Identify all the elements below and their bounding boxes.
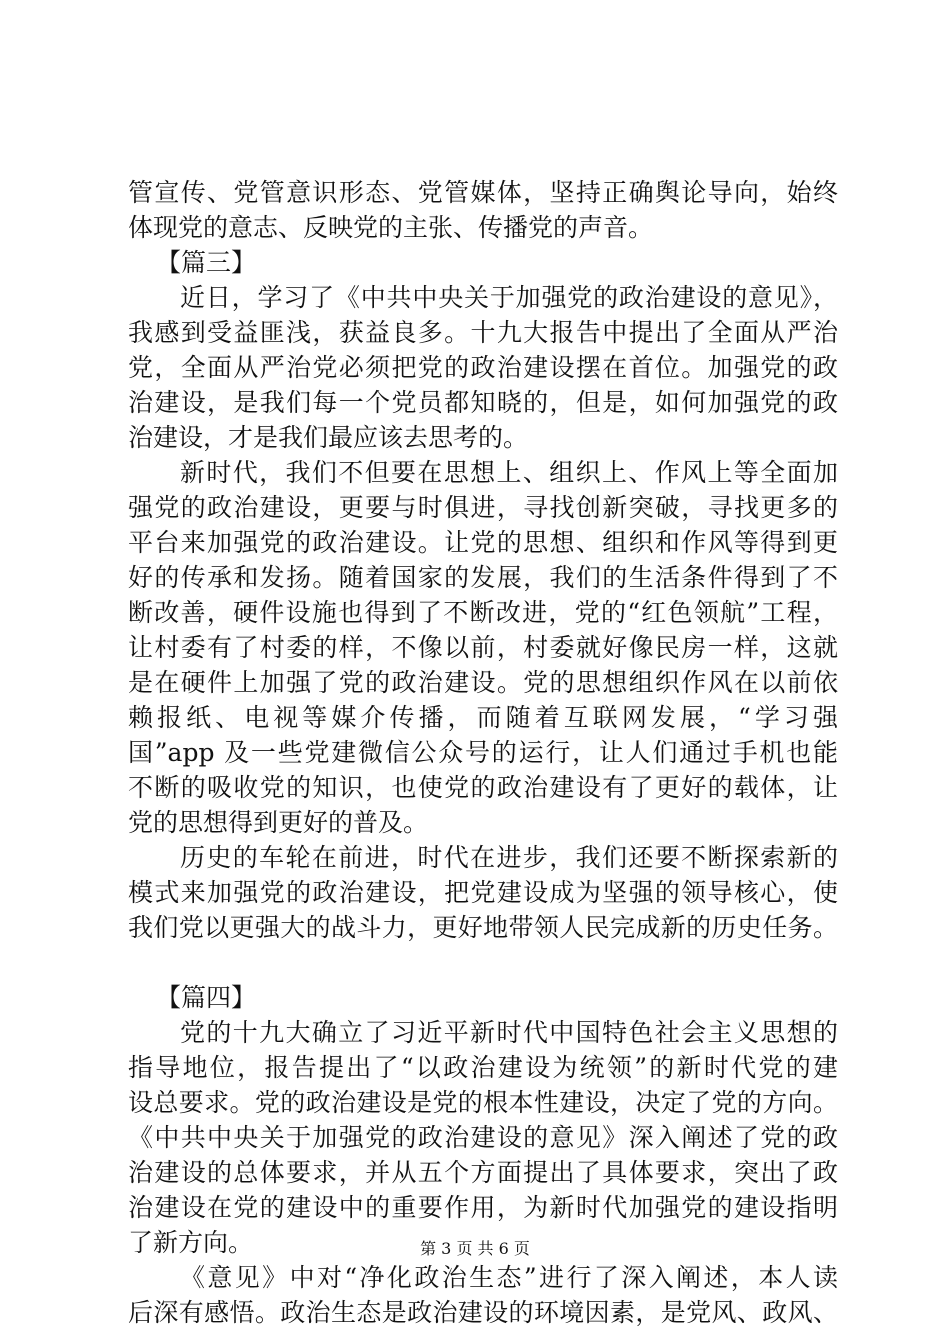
text-line: 治建设在党的建设中的重要作用，为新时代加强党的建设指明 xyxy=(128,1193,838,1222)
text-line: 治建设的总体要求，并从五个方面提出了具体要求，突出了政 xyxy=(128,1158,838,1187)
page-footer xyxy=(0,1238,950,1260)
text-line: 党的思想得到更好的普及。 xyxy=(128,808,429,837)
section-heading: 【篇三】 xyxy=(156,248,257,277)
text-line: 设总要求。党的政治建设是党的根本性建设，决定了党的方向。 xyxy=(128,1088,838,1117)
text-line: 指导地位，报告提出了“以政治建设为统领”的新时代党的建 xyxy=(128,1053,838,1082)
text-line: 让村委有了村委的样，不像以前，村委就好像民房一样，这就 xyxy=(128,633,838,662)
text-line: 治建设，是我们每一个党员都知晓的，但是，如何加强党的政 xyxy=(128,388,838,417)
paragraph-4-2 xyxy=(128,1260,838,1330)
text-line: 好的传承和发扬。随着国家的发展，我们的生活条件得到了不 xyxy=(128,563,838,592)
text-line: 了新方向。 xyxy=(128,1228,254,1257)
paragraph-intro xyxy=(128,175,838,245)
text-line: 新时代，我们不但要在思想上、组织上、作风上等全面加 xyxy=(180,458,838,487)
text-line: 我感到受益匪浅，获益良多。十九大报告中提出了全面从严治 xyxy=(128,318,838,347)
body-text xyxy=(128,175,838,1330)
text-line: 历史的车轮在前进，时代在进步，我们还要不断探索新的 xyxy=(180,843,838,872)
text-line: 不断的吸收党的知识，也使党的政治建设有了更好的载体，让 xyxy=(128,773,838,802)
text-line: 赖报纸、电视等媒介传播，而随着互联网发展，“学习强 xyxy=(128,703,838,732)
text-line: 治建设，才是我们最应该去思考的。 xyxy=(128,423,529,452)
text-line: 近日，学习了《中共中央关于加强党的政治建设的意见》， xyxy=(180,283,838,312)
text-line: 断改善，硬件设施也得到了不断改进，党的“红色领航”工程， xyxy=(128,598,838,627)
page-number: 第 3 页 共 6 页 xyxy=(420,1239,530,1258)
section-heading-3 xyxy=(128,245,838,280)
text-line: 《中共中央关于加强党的政治建设的意见》深入阐述了党的政 xyxy=(128,1123,838,1152)
text-line: 管宣传、党管意识形态、党管媒体，坚持正确舆论导向，始终 xyxy=(128,178,838,207)
text-line: 强党的政治建设，更要与时俱进，寻找创新突破，寻找更多的 xyxy=(128,493,838,522)
text-line: 后深有感悟。政治生态是政治建设的环境因素，是党风、政风、 xyxy=(128,1298,838,1327)
paragraph-3-1 xyxy=(128,280,838,455)
text-line: 体现党的意志、反映党的主张、传播党的声音。 xyxy=(128,213,654,242)
paragraph-3-2 xyxy=(128,455,838,840)
section-heading: 【篇四】 xyxy=(156,983,257,1012)
text-line: 《意见》中对“净化政治生态”进行了深入阐述，本人读 xyxy=(180,1263,838,1292)
blank-line xyxy=(128,945,838,980)
paragraph-3-3 xyxy=(128,840,838,945)
text-line: 党的十九大确立了习近平新时代中国特色社会主义思想的 xyxy=(180,1018,838,1047)
paragraph-4-1 xyxy=(128,1015,838,1260)
text-line: 我们党以更强大的战斗力，更好地带领人民完成新的历史任务。 xyxy=(128,913,838,942)
text-line: 平台来加强党的政治建设。让党的思想、组织和作风等得到更 xyxy=(128,528,838,557)
text-line: 国”app 及一些党建微信公众号的运行，让人们通过手机也能 xyxy=(128,738,838,767)
text-line: 是在硬件上加强了党的政治建设。党的思想组织作风在以前依 xyxy=(128,668,838,697)
text-line: 模式来加强党的政治建设，把党建设成为坚强的领导核心，使 xyxy=(128,878,838,907)
section-heading-4 xyxy=(128,980,838,1015)
text-line: 党，全面从严治党必须把党的政治建设摆在首位。加强党的政 xyxy=(128,353,838,382)
